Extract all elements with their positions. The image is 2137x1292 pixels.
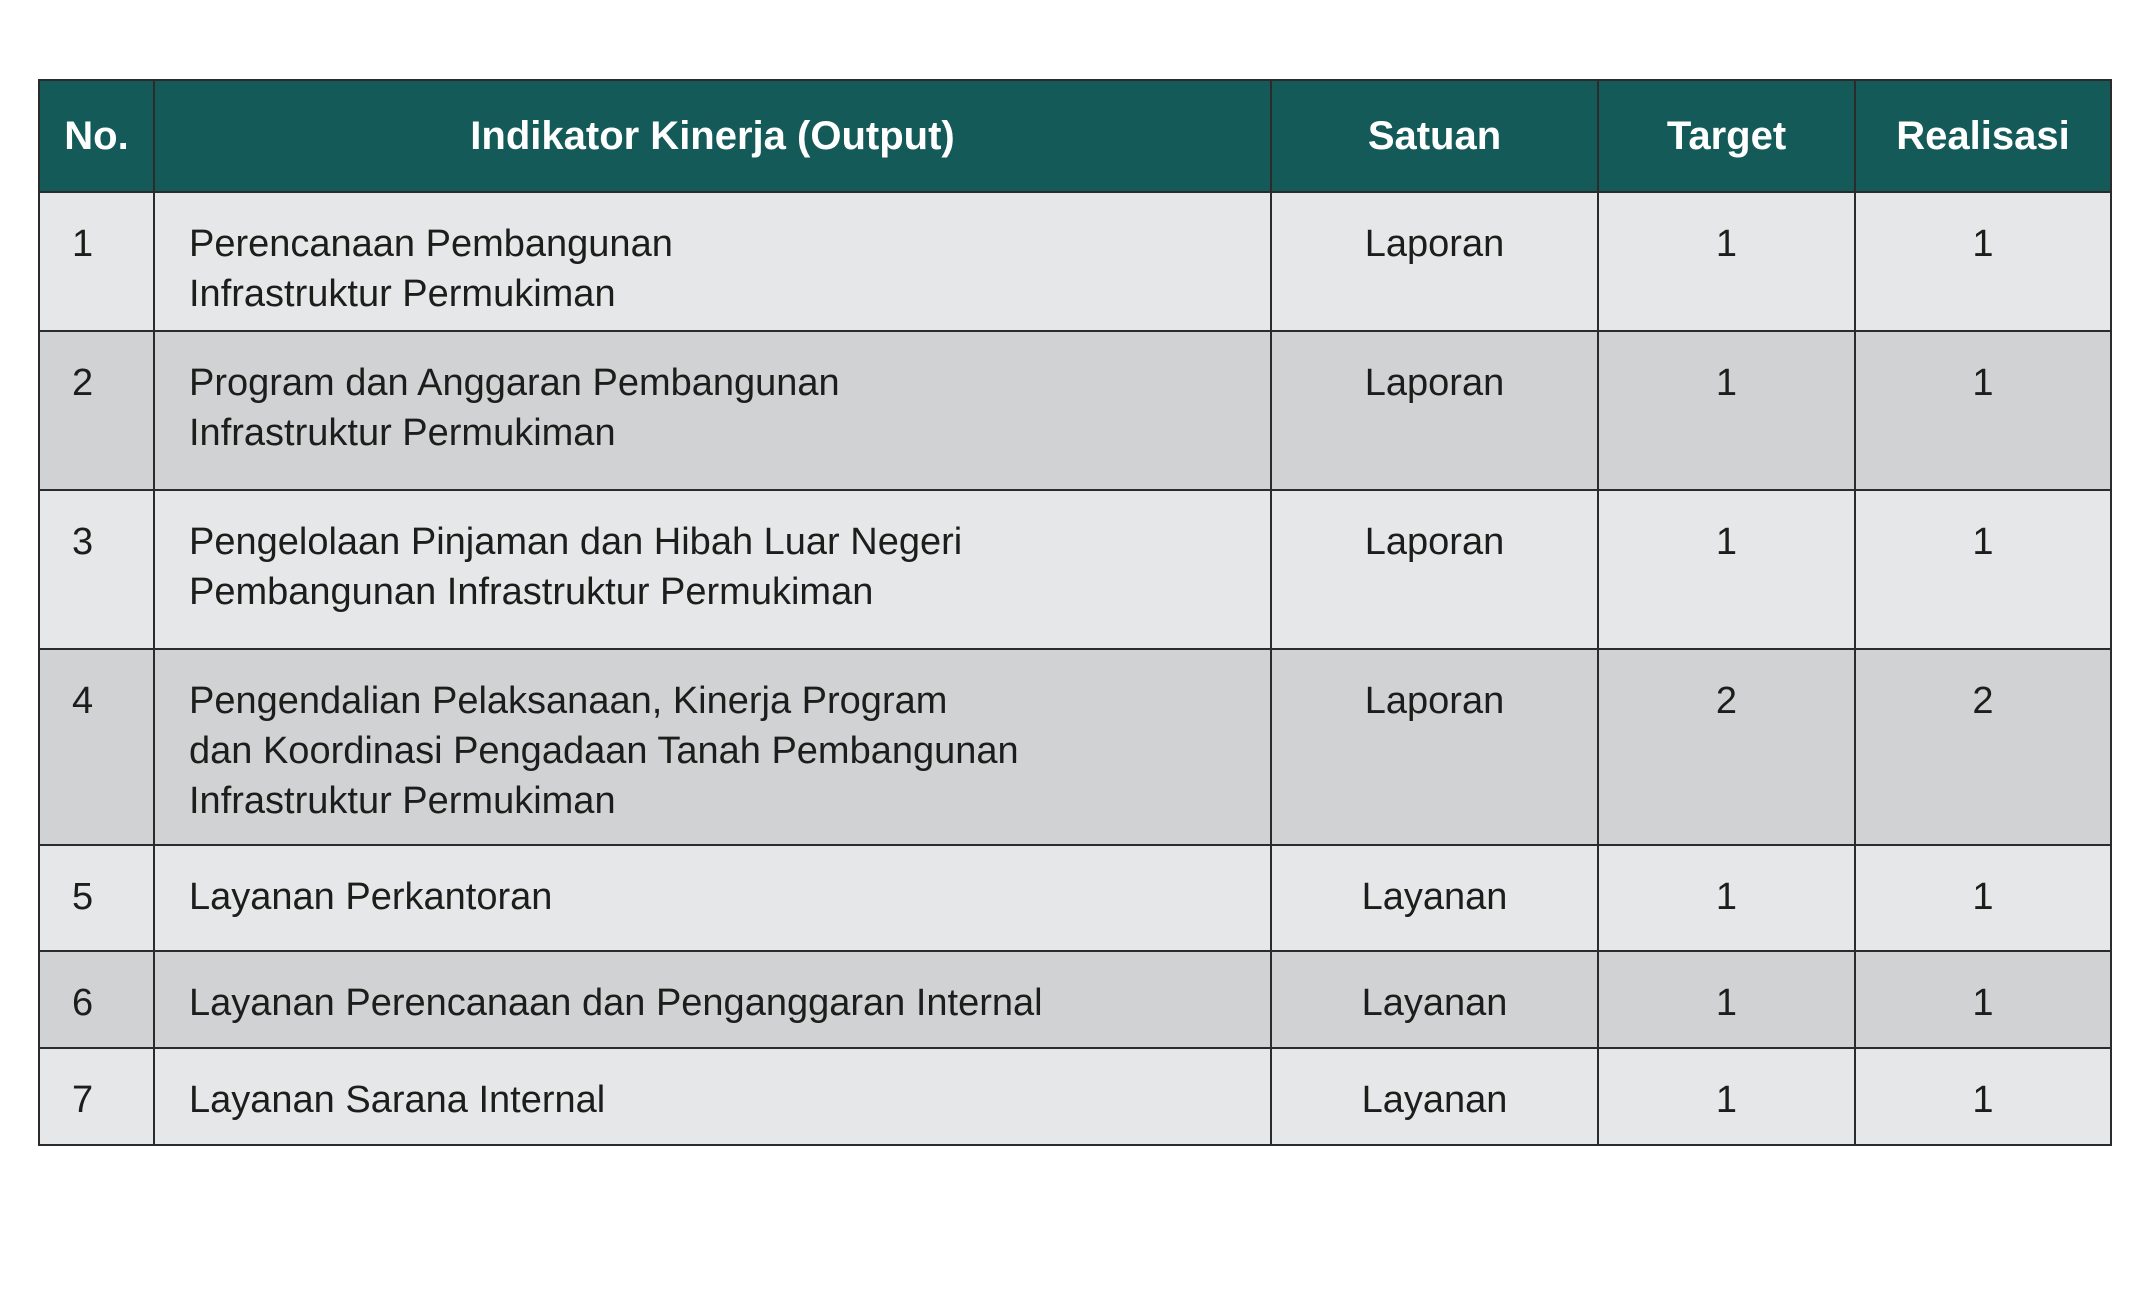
cell-target: 2 — [1598, 649, 1855, 845]
cell-indikator — [154, 845, 1271, 951]
cell-realisasi: 1 — [1855, 192, 2111, 331]
cell-no: 6 — [39, 951, 154, 1048]
cell-satuan: Layanan — [1271, 951, 1598, 1048]
cell-realisasi: 1 — [1855, 490, 2111, 649]
header-realisasi: Realisasi — [1855, 80, 2111, 192]
performance-table — [38, 79, 2112, 1146]
cell-no: 3 — [39, 490, 154, 649]
cell-target: 1 — [1598, 490, 1855, 649]
indikator-line: Layanan Sarana Internal — [189, 1079, 606, 1121]
cell-target: 1 — [1598, 192, 1855, 331]
cell-no: 4 — [39, 649, 154, 845]
table-row — [39, 951, 2111, 1048]
cell-no: 5 — [39, 845, 154, 951]
indikator-line: dan Koordinasi Pengadaan Tanah Pembangunan — [189, 730, 1019, 772]
cell-target: 1 — [1598, 951, 1855, 1048]
cell-realisasi: 1 — [1855, 845, 2111, 951]
cell-satuan: Layanan — [1271, 1048, 1598, 1145]
indikator-line: Infrastruktur Permukiman — [189, 412, 616, 454]
cell-no: 7 — [39, 1048, 154, 1145]
indikator-line: Layanan Perencanaan dan Penganggaran Internal — [189, 982, 1043, 1024]
cell-no: 2 — [39, 331, 154, 490]
table-row — [39, 845, 2111, 951]
cell-target: 1 — [1598, 845, 1855, 951]
header-no: No. — [39, 80, 154, 192]
header-satuan: Satuan — [1271, 80, 1598, 192]
table-row — [39, 192, 2111, 331]
table-row — [39, 331, 2111, 490]
table-header-row — [39, 80, 2111, 192]
indikator-line: Infrastruktur Permukiman — [189, 273, 616, 315]
indikator-line: Program dan Anggaran Pembangunan — [189, 362, 840, 404]
cell-satuan: Laporan — [1271, 649, 1598, 845]
cell-realisasi: 2 — [1855, 649, 2111, 845]
indikator-line: Layanan Perkantoran — [189, 876, 553, 918]
performance-table-container — [38, 79, 2110, 1146]
cell-indikator — [154, 1048, 1271, 1145]
cell-indikator — [154, 192, 1271, 331]
header-target: Target — [1598, 80, 1855, 192]
cell-no: 1 — [39, 192, 154, 331]
table-row — [39, 649, 2111, 845]
cell-realisasi: 1 — [1855, 331, 2111, 490]
cell-indikator — [154, 490, 1271, 649]
header-indikator: Indikator Kinerja (Output) — [154, 80, 1271, 192]
indikator-line: Pembangunan Infrastruktur Permukiman — [189, 571, 874, 613]
cell-indikator — [154, 951, 1271, 1048]
cell-target: 1 — [1598, 1048, 1855, 1145]
cell-indikator — [154, 331, 1271, 490]
table-row — [39, 490, 2111, 649]
cell-satuan: Laporan — [1271, 490, 1598, 649]
indikator-line: Pengelolaan Pinjaman dan Hibah Luar Negeri — [189, 521, 963, 563]
indikator-line: Perencanaan Pembangunan — [189, 223, 673, 265]
indikator-line: Pengendalian Pelaksanaan, Kinerja Program — [189, 680, 948, 722]
cell-satuan: Laporan — [1271, 192, 1598, 331]
cell-satuan: Layanan — [1271, 845, 1598, 951]
indikator-line: Infrastruktur Permukiman — [189, 780, 616, 822]
cell-realisasi: 1 — [1855, 1048, 2111, 1145]
cell-indikator — [154, 649, 1271, 845]
cell-satuan: Laporan — [1271, 331, 1598, 490]
cell-realisasi: 1 — [1855, 951, 2111, 1048]
cell-target: 1 — [1598, 331, 1855, 490]
table-row — [39, 1048, 2111, 1145]
